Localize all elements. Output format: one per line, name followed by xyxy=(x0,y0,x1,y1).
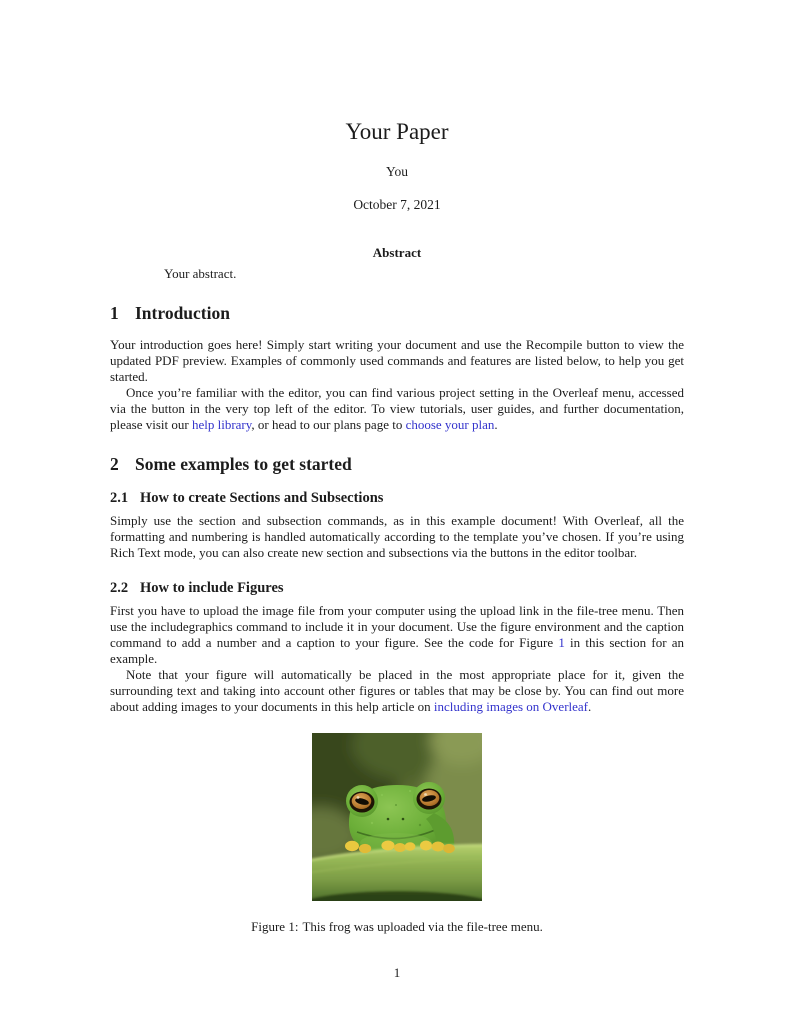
abstract-text: Your abstract. xyxy=(164,266,237,281)
paper-date: October 7, 2021 xyxy=(353,197,441,212)
including-images-link[interactable]: including images on Overleaf xyxy=(433,699,589,714)
subsection-2-2-heading xyxy=(110,579,684,597)
abstract-section xyxy=(110,245,684,282)
page-number: 1 xyxy=(393,965,401,980)
figure-1 xyxy=(110,733,684,901)
help-library-link[interactable]: help library xyxy=(191,417,252,432)
subsection-2-1-heading xyxy=(110,489,684,507)
subsection-2-1-title: How to create Sections and Subsections xyxy=(140,490,384,506)
figures-paragraph-1 xyxy=(110,603,684,667)
figure-1-reference-link[interactable]: 1 xyxy=(558,635,565,650)
choose-your-plan-link[interactable]: choose your plan xyxy=(405,417,495,432)
subsection-2-1-number: 2.1 xyxy=(110,490,129,506)
intro-paragraph-2-text-mid: , or head to our plans page to xyxy=(251,417,406,432)
intro-paragraph-2 xyxy=(110,385,684,433)
section-2-heading xyxy=(110,453,684,475)
document-body xyxy=(110,0,684,981)
figures-paragraph-1-text-end: in this section for an example. xyxy=(110,635,685,666)
figures-paragraph-1-text: First you have to upload the image file from your computer using the upload link in the file-tree menu. Then use the includegraphics command to include it in your document. Use the figure environment and the caption command to add a number and a caption to your figure. See the code for Figure xyxy=(110,603,684,650)
intro-paragraph-2-text-end: . xyxy=(494,417,498,432)
section-2-title: Some examples to get started xyxy=(135,454,352,474)
title-block xyxy=(110,0,684,213)
frog-photo-image xyxy=(312,733,482,901)
abstract-heading: Abstract xyxy=(372,245,422,260)
figures-paragraph-2-text-end: . xyxy=(588,699,592,714)
section-2-number: 2 xyxy=(110,454,119,474)
figure-1-caption xyxy=(110,919,684,935)
intro-paragraph-2-text: Once you’re familiar with the editor, you can find various project setting in the Overleaf menu, accessed via the button in the very top left of the editor. To view tutorials, user guides, and further documentation, please visit our xyxy=(110,385,684,432)
paper-author: You xyxy=(386,164,408,179)
figure-caption-text: This frog was uploaded via the file-tree menu. xyxy=(302,919,543,934)
figures-paragraph-2-text: Note that your figure will automatically be placed in the most appropriate place for it, given the surrounding text and taking into account other figures or tables that may be close by. You can find out more about adding images to your documents in this help article on xyxy=(110,667,684,714)
subsection-2-2-number: 2.2 xyxy=(110,580,129,596)
figure-caption-label: Figure 1: xyxy=(251,919,299,934)
intro-paragraph-1: Your introduction goes here! Simply start writing your document and use the Recompile button to view the updated PDF preview. Examples of commonly used commands and features are listed below, to help you get started. xyxy=(110,337,684,384)
section-1-heading xyxy=(110,302,684,324)
section-1-title: Introduction xyxy=(135,303,230,323)
paper-title: Your Paper xyxy=(345,119,449,144)
figures-paragraph-2 xyxy=(110,667,684,715)
section-1-number: 1 xyxy=(110,303,119,323)
sections-paragraph: Simply use the section and subsection commands, as in this example document! With Overleaf, all the formatting and numbering is handled automatically according to the template you’ve chosen. If you’re using Rich Text mode, you can also create new section and subsections via the buttons in the editor toolbar. xyxy=(110,513,684,560)
subsection-2-2-title: How to include Figures xyxy=(140,580,284,596)
